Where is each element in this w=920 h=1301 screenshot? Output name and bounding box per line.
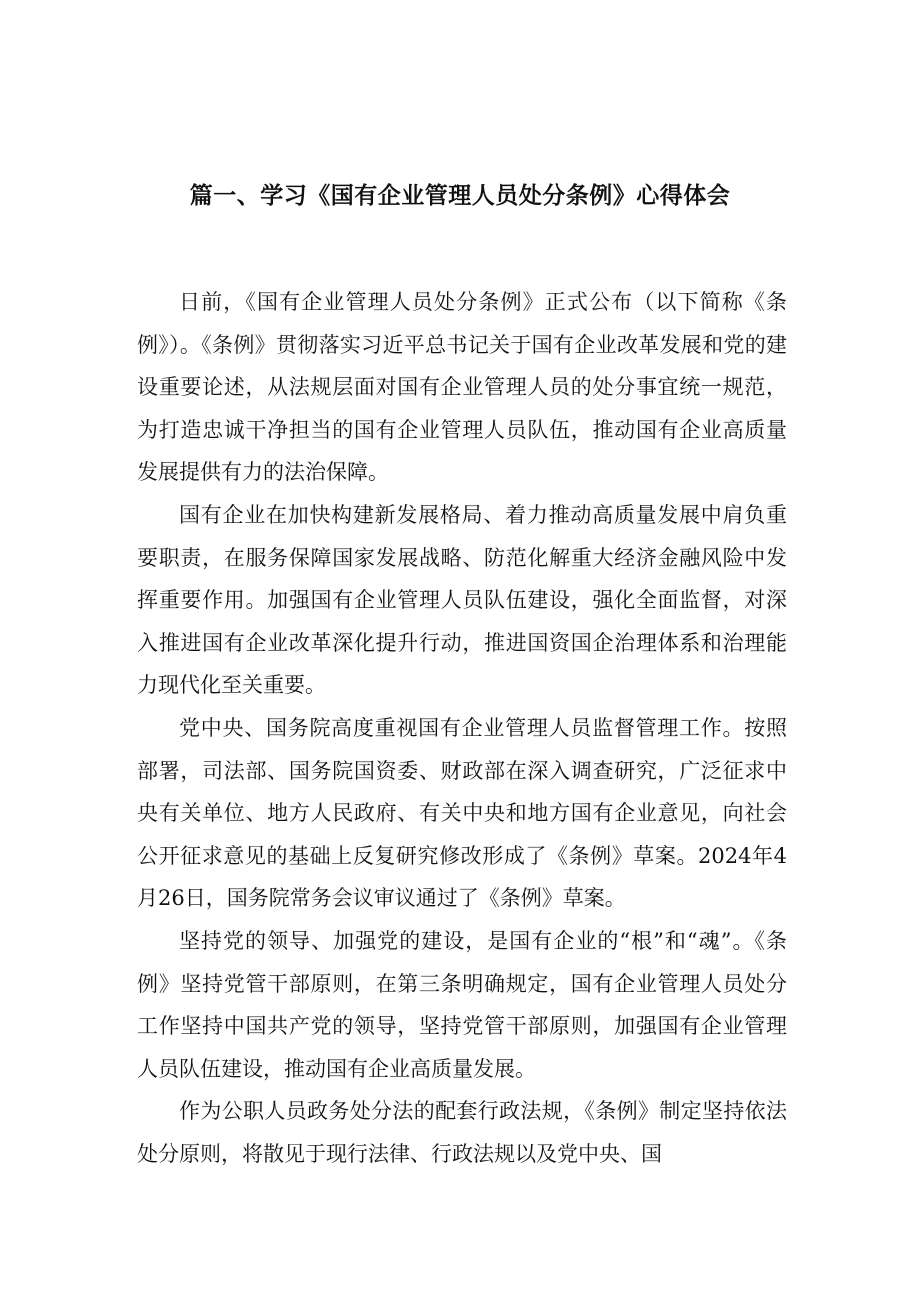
document-title: 篇一、学习《国有企业管理人员处分条例》心得体会 — [189, 183, 731, 209]
paragraph-4: 坚持党的领导、加强党的建设，是国有企业的“根”和“魂”。《条例》坚持党管干部原则，在第三条明确规定，国有企业管理人员处分工作坚持中国共产党的领导，坚持党管干部原则，加强国有企业管理人员队伍建设，推动国有企业高质量发展。 — [137, 928, 787, 1081]
paragraph-2: 国有企业在加快构建新发展格局、着力推动高质量发展中肩负重要职责，在服务保障国家发展战略、防范化解重大经济金融风险中发挥重要作用。加强国有企业管理人员队伍建设，强化全面监督，对深入推进国有企业改革深化提升行动，推进国资国企治理体系和治理能力现代化至关重要。 — [137, 502, 787, 698]
paragraph-5: 作为公职人员政务处分法的配套行政法规，《条例》制定坚持依法处分原则，将散见于现行法律、行政法规以及党中央、国 — [137, 1099, 787, 1166]
paragraph-3: 党中央、国务院高度重视国有企业管理人员监督管理工作。按照部署，司法部、国务院国资委、财政部在深入调查研究，广泛征求中央有关单位、地方人民政府、有关中央和地方国有企业意见，向社会公开征求意见的基础上反复研究修改形成了《条例》草案。2024年4月26日，国务院常务会议审议通过了《条例》草案。 — [137, 715, 787, 911]
paragraph-1: 日前，《国有企业管理人员处分条例》正式公布（以下简称《条例》）。《条例》贯彻落实习近平总书记关于国有企业改革发展和党的建设重要论述，从法规层面对国有企业管理人员的处分事宜统一规范，为打造忠诚干净担当的国有企业管理人员队伍，推动国有企业高质量发展提供有力的法治保障。 — [137, 290, 787, 485]
document-body — [137, 281, 787, 1175]
